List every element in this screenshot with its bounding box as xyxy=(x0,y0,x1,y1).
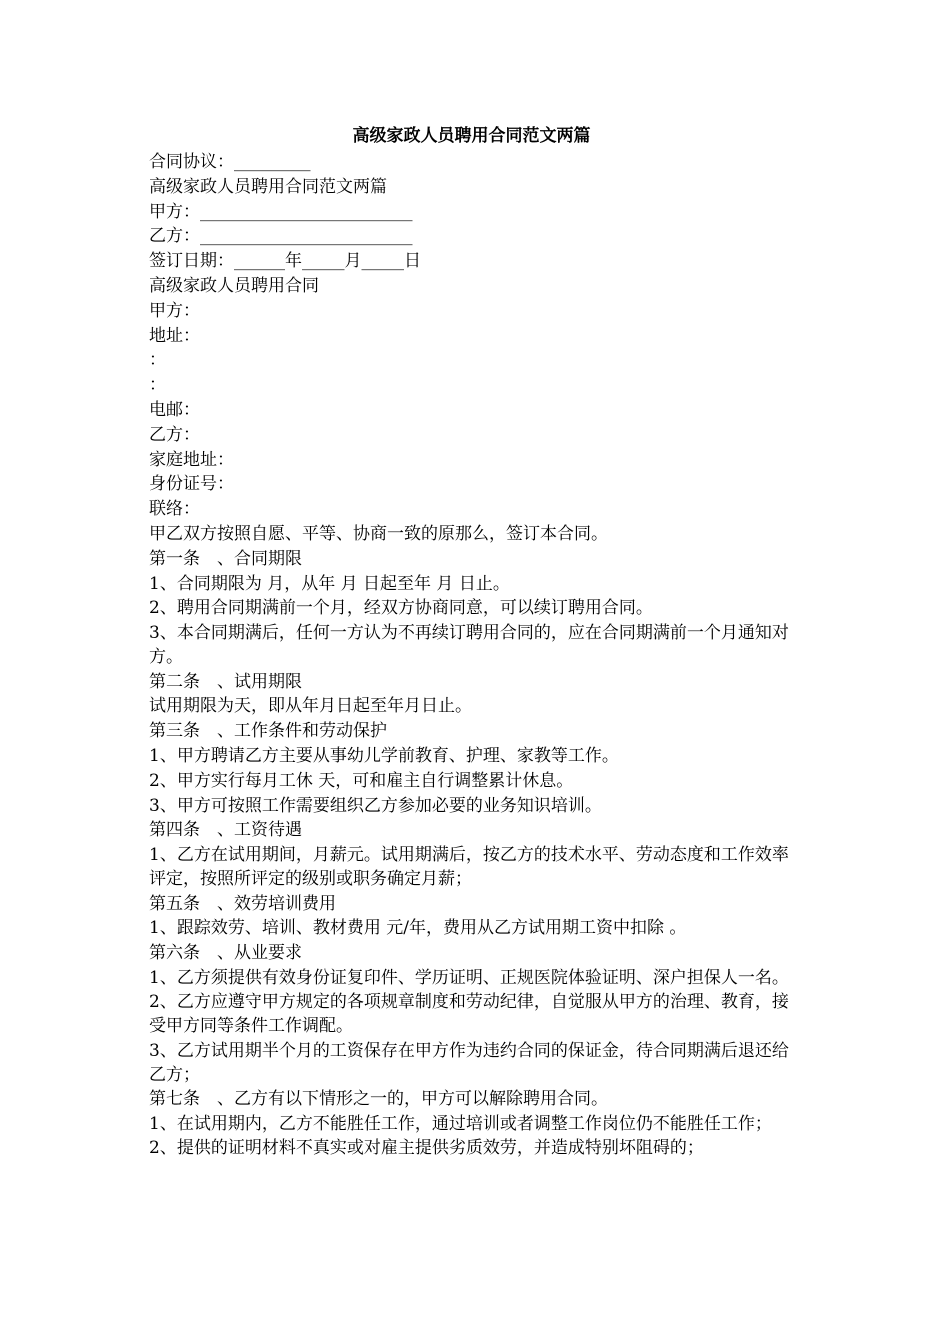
clause-item: 2、聘用合同期满前一个月，经双方协商同意，可以续订聘用合同。 xyxy=(149,598,653,619)
paragraph: 试用期限为天，即从年月日起至年月日止。 xyxy=(149,696,472,717)
section-heading: 第二条 、试用期限 xyxy=(149,671,302,692)
clause-item: 3、乙方试用期半个月的工资保存在甲方作为违约合同的保证金，待合同期满后退还给乙方； xyxy=(149,1040,789,1085)
paragraph: 地址： xyxy=(149,325,200,346)
paragraph: ： xyxy=(149,375,166,396)
clause-item: 3、甲方可按照工作需要组织乙方参加必要的业务知识培训。 xyxy=(149,795,602,816)
paragraph: 乙方：_________________________ xyxy=(149,226,413,247)
paragraph: 签订日期：______年_____月_____日 xyxy=(149,251,421,272)
document-page xyxy=(149,122,794,1161)
paragraph: 甲方： xyxy=(149,300,200,321)
document-title: 高级家政人员聘用合同范文两篇 xyxy=(352,126,591,146)
clause-item: 1、乙方须提供有效身份证复印件、学历证明、正规医院体验证明、深户担保人一名。 xyxy=(149,967,789,988)
paragraph: 身份证号： xyxy=(149,474,234,495)
document-body xyxy=(149,150,794,1161)
clause-item: 2、乙方应遵守甲方规定的各项规章制度和劳动纪律，自觉服从甲方的治理、教育，接受甲方同等条件工作调配。 xyxy=(149,992,789,1037)
section-heading: 第五条 、效劳培训费用 xyxy=(149,893,336,914)
paragraph: 电邮： xyxy=(149,399,200,420)
clause-item: 1、乙方在试用期间，月薪元。试用期满后，按乙方的技术水平、劳动态度和工作效率评定，按照所评定的级别或职务确定月薪； xyxy=(149,845,789,890)
paragraph: 乙方： xyxy=(149,424,200,445)
paragraph: 甲方：_________________________ xyxy=(149,201,413,222)
paragraph: 合同协议：_________ xyxy=(149,152,311,172)
paragraph: 家庭地址： xyxy=(149,449,234,470)
clause-item: 1、在试用期内，乙方不能胜任工作，通过培训或者调整工作岗位仍不能胜任工作； xyxy=(149,1113,772,1134)
section-heading: 第三条 、工作条件和劳动保护 xyxy=(149,721,387,742)
paragraph: 高级家政人员聘用合同范文两篇 xyxy=(149,176,387,197)
clause-item: 3、本合同期满后，任何一方认为不再续订聘用合同的，应在合同期满前一个月通知对方。 xyxy=(149,623,789,668)
section-heading: 第一条 、合同期限 xyxy=(149,548,302,569)
paragraph: 联络： xyxy=(149,499,200,520)
paragraph: 甲乙双方按照自愿、平等、协商一致的原那么，签订本合同。 xyxy=(149,523,608,544)
clause-item: 2、提供的证明材料不真实或对雇主提供劣质效劳，并造成特别坏阻碍的； xyxy=(149,1137,704,1158)
clause-item: 1、合同期限为 月，从年 月 日起至年 月 日止。 xyxy=(149,573,510,594)
section-heading: 第六条 、从业要求 xyxy=(149,943,302,964)
paragraph: 高级家政人员聘用合同 xyxy=(149,275,319,296)
clause-item: 1、跟踪效劳、培训、教材费用 元/年，费用从乙方试用期工资中扣除 。 xyxy=(149,918,687,939)
clause-item: 2、甲方实行每月工休 天，可和雇主自行调整累计休息。 xyxy=(149,770,574,791)
section-heading: 第七条 、乙方有以下情形之一的，甲方可以解除聘用合同。 xyxy=(149,1088,608,1109)
section-heading: 第四条 、工资待遇 xyxy=(149,820,302,841)
paragraph: ： xyxy=(149,350,166,371)
clause-item: 1、甲方聘请乙方主要从事幼儿学前教育、护理、家教等工作。 xyxy=(149,745,619,766)
